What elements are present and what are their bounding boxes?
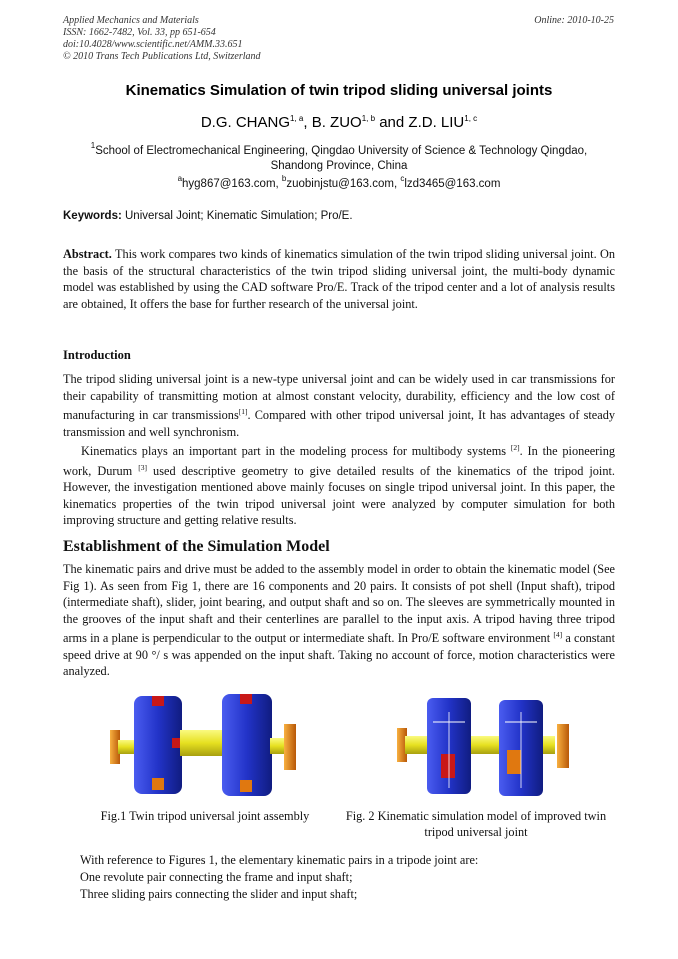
doi-line: doi:10.4028/www.scientific.net/AMM.33.651	[63, 39, 243, 50]
affiliation-sup: 1	[90, 141, 96, 150]
keywords-text: Universal Joint; Kinematic Simulation; Pro/E.	[125, 210, 353, 222]
keywords-label: Keywords:	[63, 210, 122, 222]
figure-2-kinematic-model	[383, 692, 581, 800]
author-name: D.G. CHANG	[200, 114, 290, 131]
output-flange	[284, 724, 296, 770]
email-link[interactable]: zuobinjstu@163.com	[286, 178, 394, 190]
author-list: D.G. CHANG$^{1, a}$, B. ZUO$^{1, b}$ and Z.D. LIU$^{1, c}$	[200, 114, 478, 131]
slider	[240, 780, 252, 792]
abstract-label: Abstract.	[63, 247, 112, 261]
keywords	[63, 210, 615, 222]
affiliation-text: School of Electromechanical Engineering, Qingdao University of Science & Technology Qingdao, Shandong Province, China	[95, 145, 588, 172]
slider	[152, 778, 164, 790]
intro-paragraph-1: The tripod sliding universal joint is a new-type universal joint and can be widely used in car transmissions for their capability of transmitting motion at almost constant velocity, durability, efficiency and the low cost of manufacturing in car transmissions[1]. Compared with other tripod universal joint, It has advantages of steady transmission and well synchronism.	[63, 372, 615, 439]
introduction-heading: Introduction	[63, 348, 131, 362]
copyright-line: © 2010 Trans Tech Publications Ltd, Switzerland	[63, 51, 261, 62]
slider	[507, 750, 521, 774]
citation: [1]	[238, 407, 248, 416]
output-flange	[557, 724, 569, 768]
slider	[152, 696, 164, 706]
slider	[172, 738, 180, 748]
citation: [4]	[553, 630, 563, 639]
author-name: B. ZUO	[311, 114, 362, 131]
author-sup: 1, a	[290, 114, 304, 123]
abstract-text: This work compares two kinds of kinematics simulation of the twin tripod sliding universal joint. On the basis of the structural characteristics of the twin tripod sliding universal joint, the multi-body dynamic model was established by using the CAD software Pro/E. Track of the tripod center and a lot of analysis results are obtained, It offers the base for further research of the universal joint.	[63, 247, 615, 311]
slider	[441, 754, 455, 778]
journal-header	[63, 15, 261, 63]
figure-2-caption: Fig. 2 Kinematic simulation model of improved twin tripod universal joint	[345, 809, 607, 839]
establishment-body: The kinematic pairs and drive must be added to the assembly model in order to obtain the kinematic model (See Fig 1). As seen from Fig 1, there are 16 components and 20 pairs. It consists of pot shell (Input shaft), tripod (intermediate shaft), slider, joint bearing, and output shaft and so on. The sleeves are symmetrically mounted in the grooves of the input shaft and their centerlines are parallel to the input axis. A tripod having three tripod arms in a plane is perpendicular to the output or intermediate shaft. In Pro/E software environment [4] a constant speed drive at 90 °/ s was appended on the input shaft. Taking no account of force, motion characteristics were analyzed.	[63, 562, 615, 678]
introduction-body	[63, 371, 615, 529]
output-shaft-stub	[270, 738, 286, 754]
email-list: $^a$hyg867@163.com, $^b$zuobinjstu@163.com, $^c$lzd3465@163.com	[177, 174, 501, 190]
paper-title: Kinematics Simulation of twin tripod sliding universal joints	[125, 82, 553, 99]
closing-line-2: One revolute pair connecting the frame and input shaft;	[80, 870, 353, 884]
journal-name: Applied Mechanics and Materials	[63, 15, 199, 26]
citation: [3]	[138, 462, 148, 472]
author-sup: 1, c	[464, 114, 478, 123]
figure-1-assembly	[108, 692, 300, 800]
figure-1-caption: Fig.1 Twin tripod universal joint assembly	[100, 809, 310, 823]
intro-paragraph-2: Kinematics plays an important part in the modeling process for multibody systems [2]. In the pioneering work, Durum [3] used descriptive geometry to give detailed results of the kinematics of the tripod joint. However, the investigation mentioned above mainly focuses on single tripod universal joint. In this paper, the kinematics properties of the twin tripod universal joint were analyzed by computer simulation for both improving structure and getting relative results.	[63, 443, 615, 527]
email-link[interactable]: lzd3465@163.com	[404, 178, 501, 190]
online-date: Online: 2010-10-25	[534, 15, 614, 26]
email-link[interactable]: hyg867@163.com	[182, 178, 276, 190]
establishment-heading: Establishment of the Simulation Model	[63, 538, 330, 555]
closing-line-3: Three sliding pairs connecting the slider and input shaft;	[80, 887, 358, 901]
author-name: Z.D. LIU	[408, 114, 465, 131]
abstract	[63, 246, 615, 312]
affiliation	[63, 138, 615, 174]
slider	[240, 694, 252, 704]
issn-line: ISSN: 1662-7482, Vol. 33, pp 651-654	[63, 27, 216, 38]
author-sup: 1, b	[361, 114, 376, 123]
closing-line-1: With reference to Figures 1, the elementary kinematic pairs in a tripode joint are:	[80, 853, 479, 867]
citation: [2]	[510, 443, 520, 452]
